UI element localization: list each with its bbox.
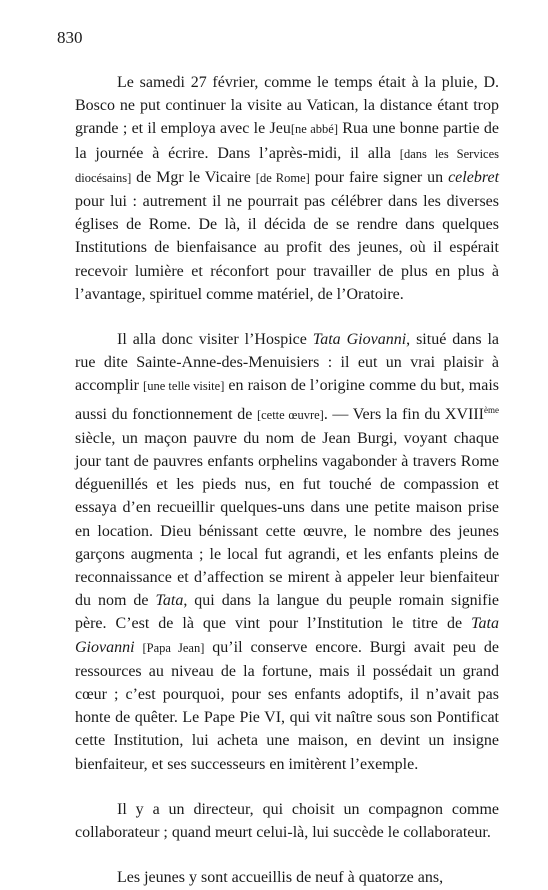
text-segment: qu’il conserve encore. Burgi avait peu de ressources au niveau de la fortune, mais il possédait un grand cœur ; c’est pourquoi, pour ses enfants adoptifs, il n’avait pas honte de quêter. Le Pape Pie VI, qui vit naître sous son Pontificat cette Institution, lui acheta une maison, en devint un insigne bienfaiteur, et ses successeurs en imitèrent l’exemple. (75, 638, 500, 773)
text-segment: pour faire signer un (309, 168, 449, 186)
text-segment: , situé dans la rue dite Sainte-Anne-des-Menuisiers : il eut un vrai plaisir à accomplir (75, 331, 500, 395)
text-segment: siècle, un maçon pauvre du nom de Jean Burgi, voyant chaque jour tant de pauvres enfants orphelins vagabonder à travers Rome déguenillés et les pieds nus, en fut touché de compassion et essaya d’en recueillir quelques-uns dans une petite maison prise en location. Dieu bénissant cette œuvre, le nombre des jeunes garçons augmenta ; le local fut agrandi, et les enfants pleins de reconnaissance et d’affection se mirent à appeler leur bienfaiteur du nom de (75, 429, 499, 610)
editorial-insertion: [Papa Jean] (142, 640, 205, 655)
paragraph (75, 866, 499, 889)
editorial-insertion: [de Rome] (255, 170, 310, 185)
text-segment: Le samedi 27 février, comme le temps était à la pluie, D. Bosco ne put continuer la visite au Vatican, la distance étant trop grande ; et il employa avec le Jeu (75, 74, 499, 138)
editorial-insertion: [ne abbé] (290, 122, 338, 137)
paragraph (75, 328, 499, 776)
text-segment: Il alla donc visiter l’Hospice (117, 331, 313, 349)
italic-text: Tata (155, 592, 184, 610)
editorial-insertion: [cette œuvre] (256, 407, 324, 422)
editorial-insertion: [une telle visite] (143, 379, 225, 394)
body-text (75, 71, 499, 890)
text-segment: Rua une bonne partie de la journée à écrire. Dans l’après-midi, il alla (75, 120, 500, 162)
text-segment: Les jeunes y sont accueillis de neuf à quatorze ans, (117, 869, 444, 887)
text-segment: . — Vers la fin du XVIII (323, 405, 485, 423)
text-segment: en raison de l’origine comme du but, mais aussi du fonctionnement de (75, 377, 499, 423)
text-segment: , qui dans la langue du peuple romain signifie père. C’est de là que vint pour l’Institution le titre de (75, 592, 499, 633)
italic-text: Tata Giovanni (312, 331, 407, 349)
italic-text: Tata Giovanni (75, 615, 499, 656)
editorial-insertion: [dans les Services diocésains] (75, 146, 500, 185)
text-segment: pour lui : autrement il ne pourrait pas célébrer dans les diverses églises de Rome. De là, il décida de se rendre dans quelques Institutions de bienfaisance au profit des jeunes, où il espérait recevoir lumière et réconfort pour travailler de plus en plus à l’avantage, spirituel comme matériel, de l’Oratoire. (75, 193, 499, 303)
paragraph (75, 71, 499, 306)
page-number: 830 (57, 28, 83, 47)
text-segment: de Mgr le Vicaire (131, 168, 256, 186)
text-segment: Il y a un directeur, qui choisit un compagnon comme collaborateur ; quand meurt celui-là, lui succède le collaborateur. (75, 800, 499, 842)
paragraph (75, 798, 499, 844)
superscript: ème (484, 404, 500, 415)
italic-text: celebret (448, 168, 500, 186)
